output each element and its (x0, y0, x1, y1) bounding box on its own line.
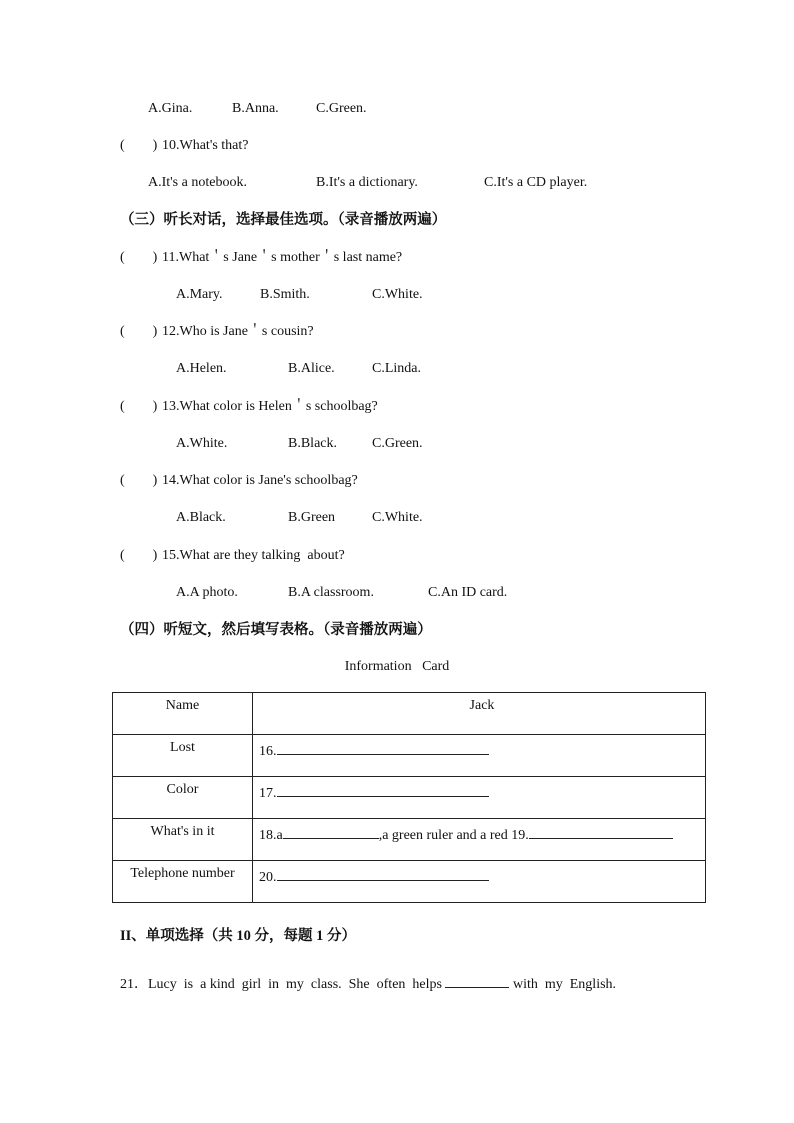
q21-text-end: with my English. (509, 977, 617, 992)
color-value-cell[interactable] (253, 777, 706, 819)
lost-label: Lost (170, 740, 195, 755)
color-label-cell (113, 777, 253, 819)
blank-16-number: 16. (259, 744, 277, 759)
blank-17-number: 17. (259, 786, 277, 801)
q12-answer-paren[interactable]: ( ) (120, 324, 158, 339)
blank-20-number: 20. (259, 870, 277, 885)
q13-option-c: C.Green. (372, 436, 423, 451)
q14-question: 14.What color is Jane's schoolbag? (162, 473, 358, 488)
blank-16-line[interactable] (277, 739, 489, 755)
q11-option-c: C.White. (372, 287, 423, 302)
q15-answer-paren[interactable]: ( ) (120, 548, 158, 563)
q14-answer-paren[interactable]: ( ) (120, 473, 158, 488)
table-row (113, 861, 706, 903)
blank-18-line[interactable] (283, 823, 379, 839)
q15-option-c: C.An ID card. (428, 585, 508, 600)
table-title: Information Card (344, 659, 450, 674)
q11-option-a: A.Mary. (176, 287, 223, 302)
q10-question: 10.What's that? (162, 138, 249, 153)
table-row (113, 777, 706, 819)
q13-option-a: A.White. (176, 436, 228, 451)
q12-option-a: A.Helen. (176, 361, 227, 376)
q9-option-a: A.Gina. (148, 101, 193, 116)
q15-option-a: A.A photo. (176, 585, 238, 600)
q11-question: 11.What＇s Jane＇s mother＇s last name? (162, 250, 403, 265)
telephone-label: Telephone number (130, 866, 235, 881)
q13-option-b: B.Black. (288, 436, 337, 451)
table-row (113, 735, 706, 777)
q12-option-b: B.Alice. (288, 361, 335, 376)
telephone-label-cell (113, 861, 253, 903)
q14-option-c: C.White. (372, 510, 423, 525)
information-card-table (112, 692, 706, 903)
q10-option-a: A.It's a notebook. (148, 175, 247, 190)
q14-option-b: B.Green (288, 510, 336, 525)
q9-option-b: B.Anna. (232, 101, 279, 116)
q15-question: 15.What are they talking about? (162, 548, 345, 563)
blank-19-line[interactable] (529, 823, 673, 839)
q21-text-start: 21．Lucy is a kind girl in my class. She often helps (120, 977, 446, 992)
lost-label-cell (113, 735, 253, 777)
contents-label-cell (113, 819, 253, 861)
q12-option-c: C.Linda. (372, 361, 421, 376)
q21-blank-line[interactable] (445, 972, 509, 988)
blank-17-line[interactable] (277, 781, 489, 797)
q9-option-c: C.Green. (316, 101, 367, 116)
name-value: Jack (469, 698, 495, 713)
telephone-value-cell[interactable] (253, 861, 706, 903)
contents-value-cell[interactable] (253, 819, 706, 861)
name-value-cell (253, 693, 706, 735)
lost-value-cell[interactable] (253, 735, 706, 777)
q15-option-b: B.A classroom. (288, 585, 374, 600)
q10-option-c: C.It's a CD player. (484, 175, 588, 190)
section4-heading: （四）听短文，然后填写表格。（录音播放两遍） (120, 622, 432, 638)
q12-question: 12.Who is Jane＇s cousin? (162, 324, 314, 339)
q10-option-b: B.It's a dictionary. (316, 175, 418, 190)
q13-answer-paren[interactable]: ( ) (120, 399, 158, 414)
q10-answer-paren[interactable]: ( ) (120, 138, 158, 153)
name-label: Name (165, 698, 200, 713)
q11-answer-paren[interactable]: ( ) (120, 250, 158, 265)
section3-heading: （三）听长对话，选择最佳选项。（录音播放两遍） (120, 212, 447, 228)
q11-option-b: B.Smith. (260, 287, 310, 302)
blank-18-number: 18.a (259, 828, 283, 843)
contents-label: What's in it (150, 824, 215, 839)
table-row (113, 819, 706, 861)
color-label: Color (166, 782, 199, 797)
q21-question (120, 972, 616, 994)
name-label-cell (113, 693, 253, 735)
contents-middle-text: ,a green ruler and a red 19. (378, 828, 529, 843)
table-row (113, 693, 706, 735)
q13-question: 13.What color is Helen＇s schoolbag? (162, 399, 378, 414)
q14-option-a: A.Black. (176, 510, 226, 525)
part2-heading: II、单项选择（共 10 分，每题 1 分） (120, 928, 357, 944)
blank-20-line[interactable] (277, 865, 489, 881)
